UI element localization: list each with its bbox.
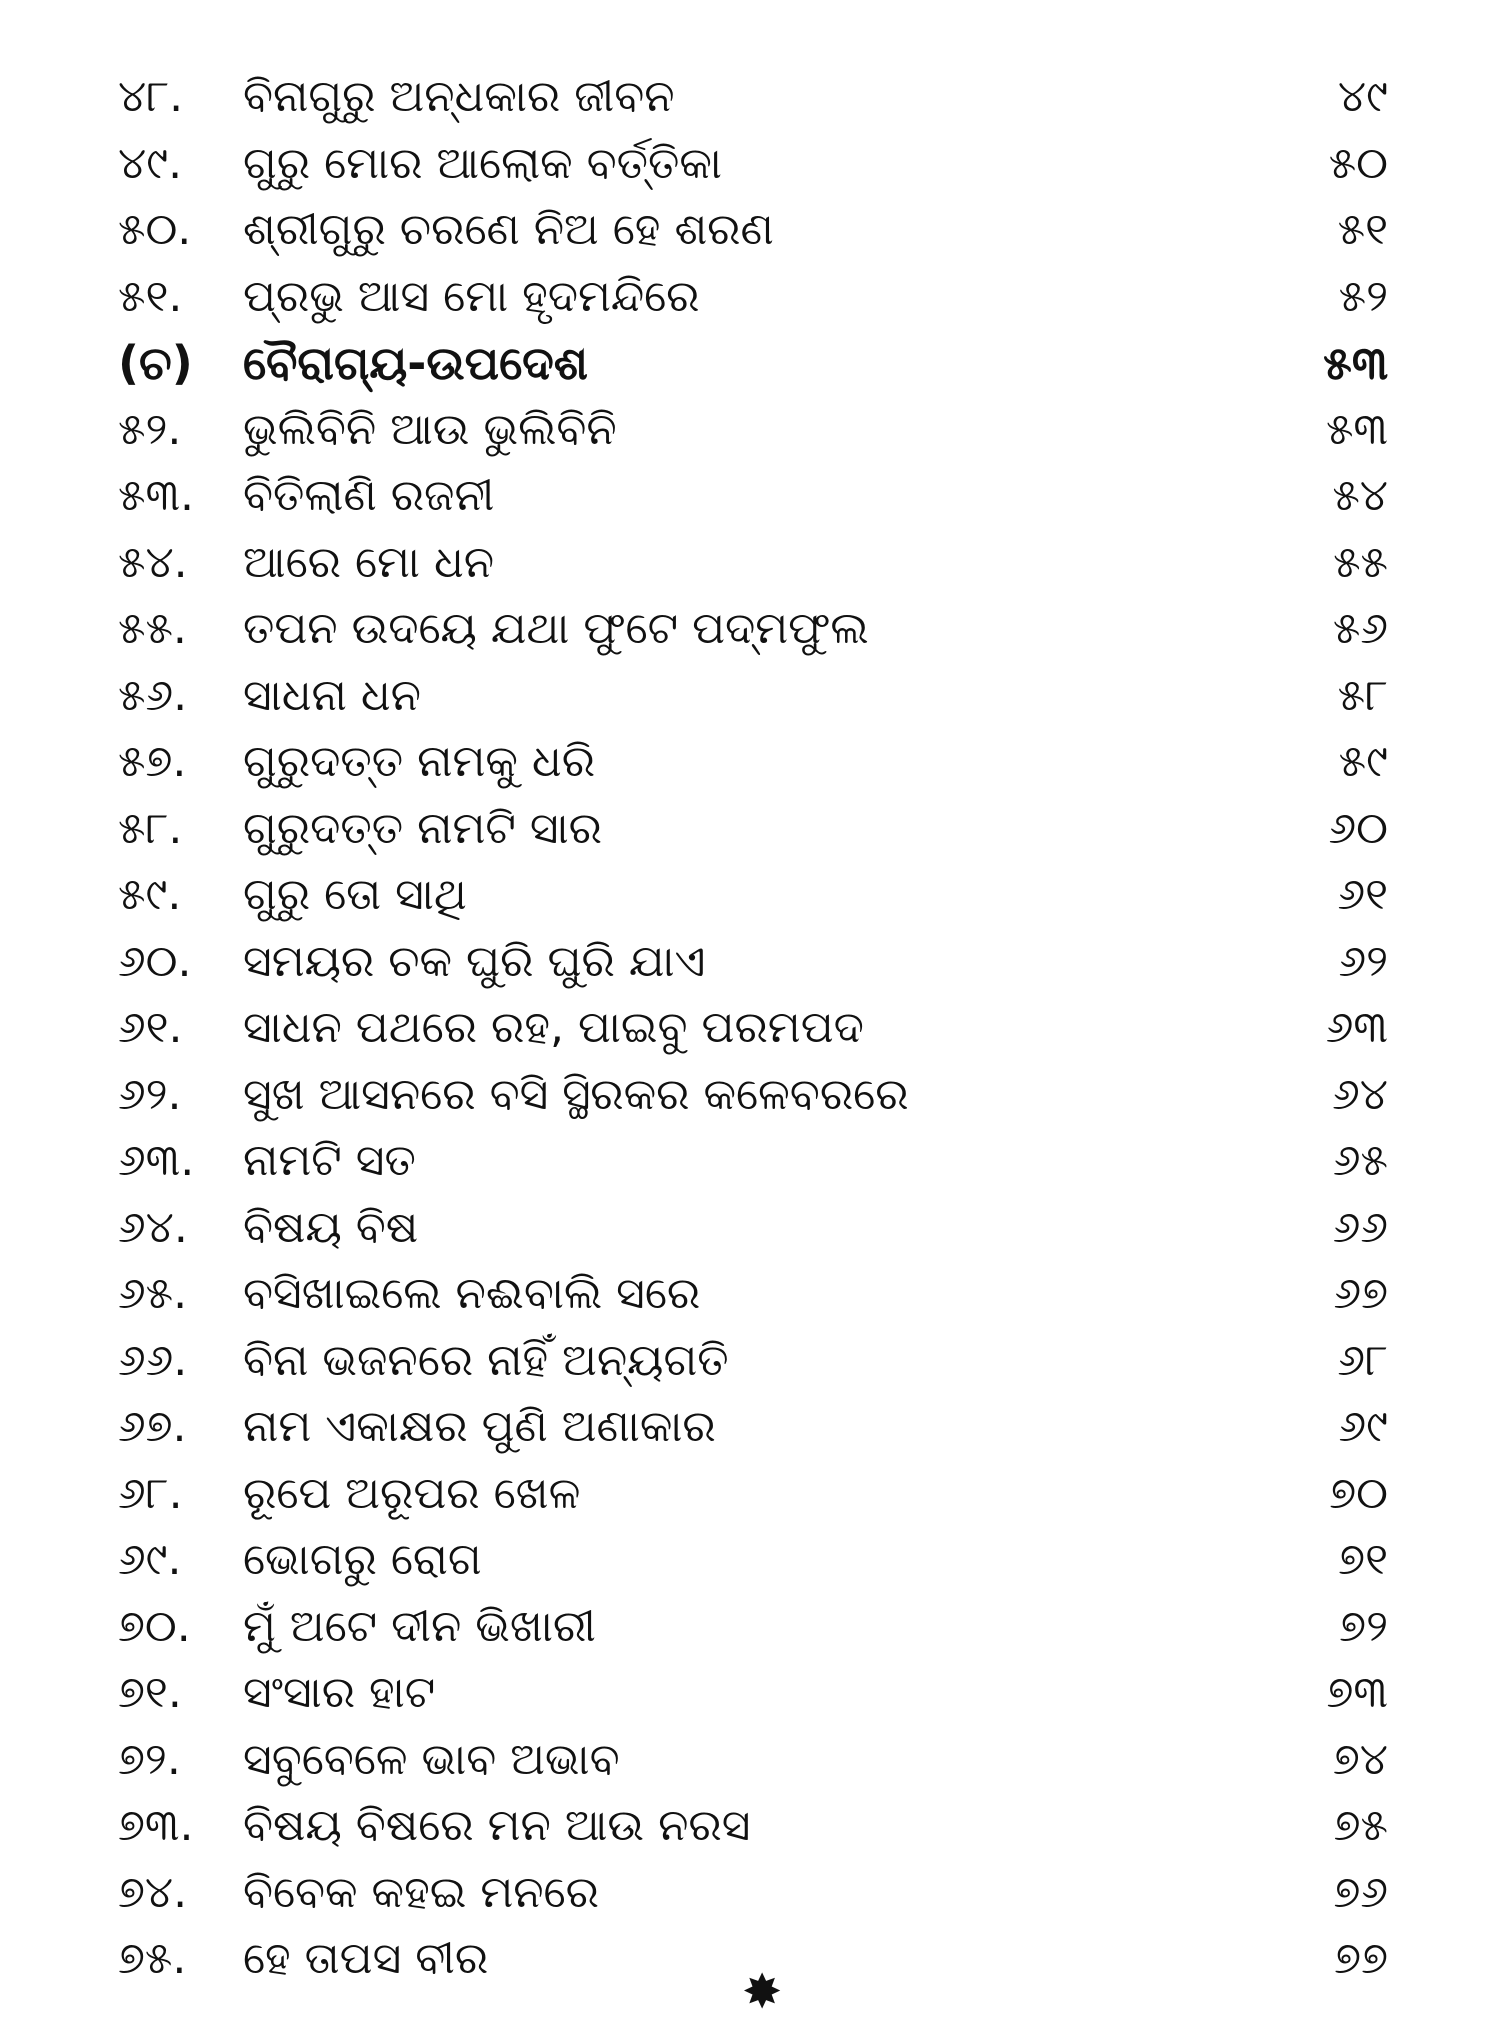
- toc-entry-page: ୭୧: [1338, 1534, 1388, 1585]
- toc-entry-page: ୬୫: [1332, 1135, 1388, 1186]
- toc-entry-page: ୬୯: [1338, 1401, 1388, 1452]
- toc-entry-number: ୬୭.: [118, 1401, 187, 1452]
- toc-entry-page: ୪୯: [1337, 71, 1388, 122]
- toc-entry-title: ସବୁବେଳେ ଭାବ ଅଭାବ: [243, 1733, 620, 1785]
- toc-entry-page: ୭୭: [1334, 1933, 1388, 1984]
- toc-entry-number: ୫୪.: [118, 536, 188, 588]
- toc-entry-title: ସାଧନା ଧନ: [243, 669, 421, 721]
- toc-entry-number: ୫୨.: [118, 403, 182, 455]
- toc-entry-title: ବିଷୟ ବିଷ: [243, 1201, 419, 1253]
- toc-entry-title: ଆରେ ମୋ ଧନ: [243, 536, 495, 588]
- toc-entry-page: ୫୯: [1338, 736, 1388, 787]
- toc-entry: [118, 1793, 1388, 1860]
- toc-entry-title: ଗୁରୁ ତୋ ସାଥି: [243, 869, 467, 920]
- toc-entry: [118, 1328, 1388, 1395]
- toc-entry: [118, 1062, 1388, 1129]
- toc-entry-page: ୫୦: [1328, 137, 1388, 189]
- toc-entry: [118, 729, 1388, 796]
- toc-entry-page: ୬୧: [1337, 869, 1388, 920]
- toc-entry-number: ୬୪.: [118, 1201, 188, 1253]
- toc-entry: [118, 1128, 1388, 1195]
- toc-entry-title: ଶ୍ରୀଗୁରୁ ଚରଣେ ନିଅ ହେ ଶରଣ: [243, 204, 774, 255]
- toc-entry: [118, 463, 1388, 530]
- toc-entry-title: ବସିଖାଇଲେ ନଈବାଲି ସରେ: [243, 1268, 701, 1319]
- toc-entry: [118, 1860, 1388, 1927]
- toc-entry: [118, 929, 1388, 996]
- toc-entry-number: ୭୫.: [118, 1933, 187, 1984]
- toc-entry-title: ପ୍ରଭୁ ଆସ ମୋ ହୃଦମନ୍ଦିରେ: [243, 270, 700, 322]
- toc-entry-title: ନାମ ଏକାକ୍ଷର ପୁଣି ଅଣାକାର: [243, 1401, 716, 1452]
- toc-entry-title: ସଂସାର ହାଟ: [243, 1667, 436, 1718]
- toc-entry-number: ୬୦.: [118, 935, 192, 987]
- toc-entry-number: ୫୦.: [118, 204, 192, 255]
- toc-entry-title: ଗୁରୁଦତ୍ତ ନାମକୁ ଧରି: [243, 736, 596, 787]
- toc-entry-title: ସାଧନ ପଥରେ ରହ, ପାଇବୁ ପରମପଦ: [243, 1002, 864, 1053]
- toc-entry-page: ୫୩: [1325, 403, 1388, 455]
- toc-entry-title: ମୁଁ ଅଟେ ଦୀନ ଭିଖାରୀ: [243, 1600, 596, 1652]
- toc-entry-page: ୭୨: [1339, 1600, 1388, 1652]
- toc-entry-number: ୬୮.: [118, 1467, 183, 1519]
- toc-entry-number: ୫୯.: [118, 869, 182, 920]
- toc-entry: [118, 131, 1388, 198]
- toc-entry-number: ୬୫.: [118, 1268, 188, 1319]
- starburst-icon: ✸: [742, 1964, 783, 2020]
- toc-entry-number: ୪୮.: [118, 71, 184, 122]
- toc-entry: [118, 1594, 1388, 1661]
- toc-entry-title: ବିବେକ କହଇ ମନରେ: [243, 1866, 599, 1918]
- toc-entry-number: ୫୭.: [118, 736, 187, 787]
- toc-entry-number: ୬୧.: [118, 1002, 183, 1053]
- toc-entry-number: ୭୩.: [118, 1800, 194, 1851]
- toc-entry-page: ୭୦: [1329, 1467, 1388, 1519]
- toc-entry: [118, 1727, 1388, 1794]
- toc-entry-page: ୫୩: [1323, 336, 1388, 390]
- toc-entry: [118, 862, 1388, 929]
- toc-entry-page: ୫୧: [1337, 204, 1388, 255]
- toc-entry-title: ଗୁରୁ ମୋର ଆଲୋକ ବର୍ତ୍ତିକା: [243, 137, 722, 189]
- toc-entry-number: ୫୮.: [118, 802, 183, 854]
- toc-entry: [118, 64, 1388, 131]
- toc-entry: [118, 1461, 1388, 1528]
- toc-entry-number: ୪୯.: [118, 137, 183, 189]
- toc-entry-page: ୫୬: [1332, 603, 1388, 654]
- toc-entry: [118, 1527, 1388, 1594]
- toc-entry-page: ୭୪: [1332, 1733, 1388, 1785]
- toc-entry: [118, 796, 1388, 863]
- table-of-contents: [118, 64, 1388, 1993]
- toc-entry: [118, 663, 1388, 730]
- toc-entry: [118, 397, 1388, 464]
- toc-entry-title: ହେ ତାପସ ବୀର: [243, 1933, 489, 1984]
- toc-section-heading: [118, 330, 1388, 397]
- toc-entry-title: ବିଷୟ ବିଷରେ ମନ ଆଉ ନରସ: [243, 1800, 751, 1851]
- toc-entry-number: ୫୩.: [118, 470, 195, 521]
- toc-entry: [118, 1660, 1388, 1727]
- toc-entry-page: ୫୫: [1333, 536, 1388, 588]
- toc-entry: [118, 264, 1388, 331]
- toc-entry-page: ୭୬: [1333, 1866, 1388, 1918]
- toc-entry-page: ୬୭: [1333, 1268, 1388, 1319]
- toc-entry: [118, 995, 1388, 1062]
- toc-entry-number: ୬୯.: [118, 1534, 182, 1585]
- toc-entry: [118, 197, 1388, 264]
- toc-entry-page: ୭୫: [1333, 1800, 1388, 1851]
- toc-entry-title: ସମୟର ଚକ ଘୁରି ଘୁରି ଯାଏ: [243, 935, 706, 987]
- toc-entry-page: ୬୨: [1338, 935, 1388, 987]
- toc-entry-number: (ଚ): [118, 336, 193, 390]
- toc-entry-page: ୬୮: [1337, 1334, 1388, 1386]
- toc-entry: [118, 530, 1388, 597]
- toc-entry-title: ଗୁରୁଦତ୍ତ ନାମଟି ସାର: [243, 802, 602, 854]
- toc-entry-number: ୫୬.: [118, 669, 188, 721]
- toc-entry-number: ୭୨.: [118, 1733, 181, 1785]
- toc-entry-number: ୬୨.: [118, 1068, 182, 1120]
- toc-entry-number: ୭୪.: [118, 1866, 188, 1918]
- toc-entry-title: ଭୋଗରୁ ରୋଗ: [243, 1534, 482, 1585]
- toc-entry-page: ୭୩: [1326, 1667, 1388, 1718]
- toc-entry-number: ୬୩.: [118, 1135, 195, 1186]
- toc-entry-page: ୫୨: [1338, 270, 1388, 322]
- toc-entry-title: ତପନ ଉଦୟେ ଯଥା ଫୁଟେ ପଦ୍ମଫୁଲ: [243, 603, 869, 654]
- toc-entry-page: ୬୦: [1328, 802, 1388, 854]
- toc-entry: [118, 1394, 1388, 1461]
- toc-entry-title: ରୂପେ ଅରୂପର ଖେଳ: [243, 1467, 581, 1519]
- toc-entry-title: ସୁଖ ଆସନରେ ବସି ସ୍ଥିରକର କଳେବରରେ: [243, 1068, 909, 1120]
- toc-entry-page: ୫୪: [1332, 470, 1388, 521]
- toc-entry-number: ୫୧.: [118, 270, 183, 322]
- toc-entry-page: ୬୬: [1332, 1201, 1388, 1253]
- toc-entry-number: ୫୫.: [118, 603, 187, 654]
- toc-entry: [118, 1195, 1388, 1262]
- toc-entry-title: ବିନା ଭଜନରେ ନାହିଁ ଅନ୍ୟଗତି: [243, 1334, 729, 1386]
- toc-entry-title: ବିତିଲାଣି ରଜନୀ: [243, 470, 495, 521]
- toc-entry-number: ୭୧.: [118, 1667, 182, 1718]
- toc-entry-title: ଭୁଲିବିନି ଆଉ ଭୁଲିବିନି: [243, 403, 617, 455]
- toc-entry-page: ୫୮: [1337, 669, 1388, 721]
- toc-entry: [118, 1261, 1388, 1328]
- toc-entry-page: ୬୩: [1325, 1002, 1388, 1053]
- toc-entry: [118, 596, 1388, 663]
- toc-entry-title: ବିନାଗୁରୁ ଅନ୍ଧକାର ଜୀବନ: [243, 71, 675, 122]
- toc-entry-title: ବୈରାଗ୍ୟ-ଉପଦେଶ: [243, 336, 589, 390]
- toc-entry-page: ୬୪: [1332, 1068, 1388, 1120]
- toc-entry-title: ନାମଟି ସତ: [243, 1135, 416, 1186]
- toc-entry-number: ୭୦.: [118, 1600, 191, 1652]
- toc-entry-number: ୬୬.: [118, 1334, 188, 1386]
